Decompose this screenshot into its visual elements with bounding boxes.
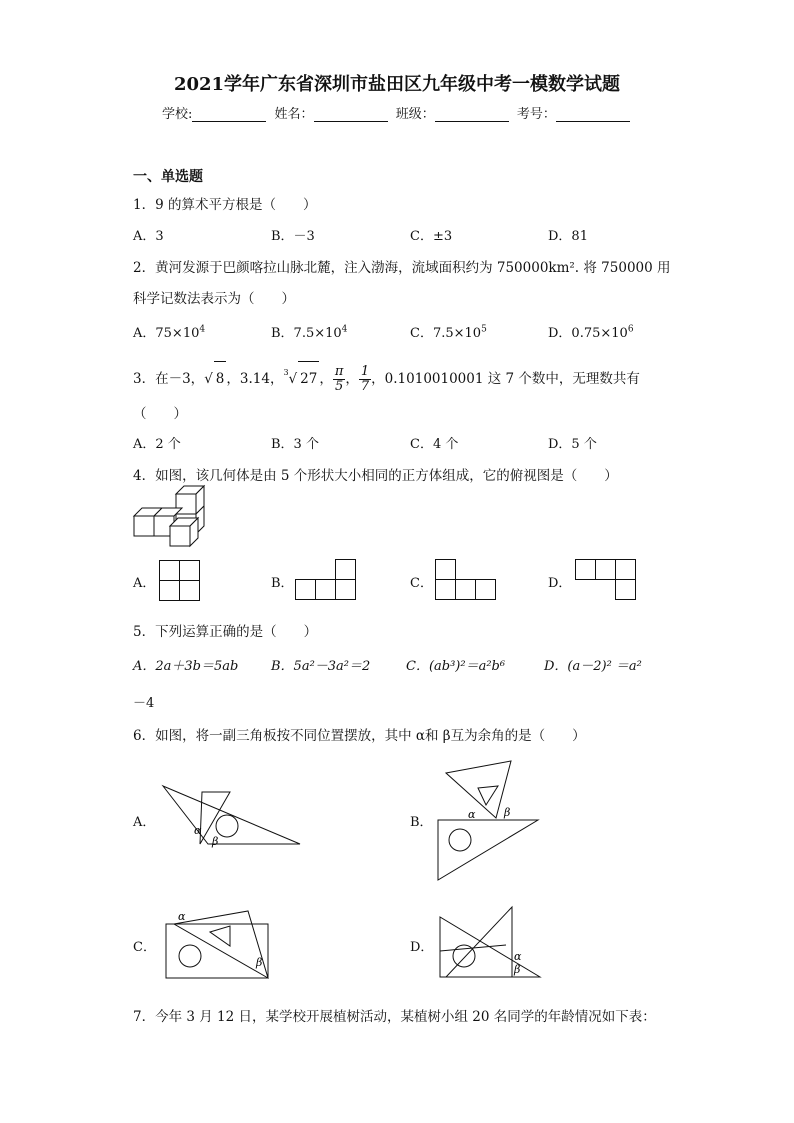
q3-frac-pi (333, 365, 346, 394)
q3-cbrt-index: 3 (283, 368, 289, 377)
q5-option-a[interactable]: A．2a＋3b＝5ab (133, 659, 239, 674)
triangle-hole-d (453, 945, 475, 967)
number-label: 考号： (516, 107, 556, 122)
q3-pre: 3．在－3， (133, 371, 205, 387)
triangle-c1 (174, 911, 268, 978)
q2-stem-line2: 科学记数法表示为（ ） (133, 291, 295, 307)
triangle-c1-hole (210, 926, 230, 946)
triangle-hole-b (449, 829, 471, 851)
q3-paren: （ ） (133, 406, 187, 422)
frac-one-num: 1 (360, 364, 370, 379)
q1-option-b[interactable]: B．－3 (271, 229, 315, 244)
school-blank[interactable] (192, 109, 266, 122)
q4-cube-figure (130, 484, 215, 548)
q2-d-exp: 6 (627, 324, 634, 335)
name-blank[interactable] (314, 109, 388, 122)
q6-b-alpha: α (468, 808, 476, 821)
q3-mid: ，3.14， (226, 371, 284, 387)
q6-c-beta: β (256, 956, 263, 969)
q6-option-a[interactable]: A． (133, 815, 156, 830)
q3-option-c[interactable]: C．4 个 (410, 437, 459, 452)
q6-b-beta: β (504, 806, 511, 819)
q4-option-b[interactable]: B． (271, 576, 294, 591)
triangle-a1 (163, 786, 300, 844)
q3-cbrt27: 27 (298, 361, 319, 396)
q4-option-d-grid[interactable] (575, 559, 637, 601)
q1-stem: 1．9 的算术平方根是（ ） (133, 197, 317, 213)
q2-option-c[interactable] (410, 322, 487, 341)
class-label: 班级： (395, 107, 435, 122)
rect-base-c (166, 924, 268, 978)
q2-c-exp: 5 (481, 324, 487, 335)
triangle-d2 (446, 907, 512, 977)
q6-d-beta: β (514, 963, 521, 976)
q6-option-c[interactable]: C． (133, 940, 156, 955)
q2-a-base: A．75×10 (133, 326, 200, 341)
q2-option-a[interactable] (133, 322, 205, 341)
q4-stem: 4．如图，该几何体是由 5 个形状大小相同的正方体组成，它的俯视图是（ ） (133, 468, 618, 484)
frac-pi-den: 5 (334, 379, 344, 394)
q4-option-c-grid[interactable] (435, 559, 497, 601)
q2-c-base: C．7.5×10 (410, 326, 482, 341)
q2-option-b[interactable] (271, 322, 347, 341)
q6-a-beta: β (212, 835, 219, 848)
q1-option-c[interactable]: C．±3 (410, 229, 453, 244)
q6-stem: 6．如图，将一副三角板按不同位置摆放，其中 α和 β互为余角的是（ ） (133, 728, 586, 744)
triangle-b2 (438, 820, 538, 880)
q6-option-d[interactable]: D． (410, 940, 434, 955)
q4-option-a[interactable]: A． (133, 576, 156, 591)
cube-left1-front (134, 516, 154, 536)
q2-option-d[interactable] (548, 322, 634, 341)
q5-option-c[interactable]: C．(ab³)²＝a²b⁶ (406, 659, 506, 674)
q3-option-a[interactable]: A．2 个 (133, 437, 181, 452)
q2-b-base: B．7.5×10 (271, 326, 342, 341)
triangle-hole-c (179, 945, 201, 967)
page-title: 2021学年广东省深圳市盐田区九年级中考一模数学试题 (173, 74, 621, 95)
frac-one-den: 7 (360, 379, 370, 394)
q2-a-exp: 4 (199, 324, 206, 335)
q5-option-b[interactable]: B．5a²－3a²＝2 (271, 659, 371, 674)
number-blank[interactable] (556, 109, 630, 122)
q3-sep2: ， (345, 371, 359, 387)
q4-option-b-grid[interactable] (295, 559, 357, 601)
q4-option-c[interactable]: C． (410, 576, 433, 591)
class-blank[interactable] (435, 109, 509, 122)
name-label: 姓名： (274, 107, 314, 122)
q1-option-a[interactable]: A．3 (133, 229, 164, 244)
q3-frac-one-seventh (359, 365, 371, 394)
frac-pi-num: π (334, 364, 344, 379)
q2-stem-line1: 2．黄河发源于巴颜喀拉山脉北麓，注入渤海，流域面积约为 750000km². 将 750000 用 (133, 260, 671, 276)
cube-front-front (170, 526, 190, 546)
q7-stem: 7．今年 3 月 12 日，某学校开展植树活动，某植树小组 20 名同学的年龄情况如下表： (133, 1009, 656, 1025)
q3-sep1: ， (319, 371, 333, 387)
q5-option-d[interactable]: D．(a－2)² ＝a² (544, 659, 642, 674)
q3-sqrt8: 8 (214, 361, 227, 396)
triangle-b1-hole (478, 786, 498, 805)
triangle-hole-a (216, 815, 238, 837)
q3-stem (133, 356, 640, 394)
q3-post: ，0.1010010001 这 7 个数中，无理数共有 (371, 371, 640, 387)
q1-option-d[interactable]: D．81 (548, 229, 588, 244)
q3-option-d[interactable]: D．5 个 (548, 437, 597, 452)
q6-a-alpha: α (194, 824, 202, 837)
student-info-line (162, 103, 634, 122)
q6-option-b-figure[interactable] (436, 758, 541, 883)
q4-option-a-grid[interactable] (159, 560, 201, 601)
q5-stem: 5．下列运算正确的是（ ） (133, 624, 318, 640)
q4-option-d[interactable]: D． (548, 576, 572, 591)
q2-b-exp: 4 (341, 324, 348, 335)
cbrt-sign: √ (288, 371, 298, 387)
q6-option-c-figure[interactable] (164, 908, 274, 980)
section-heading: 一、单选题 (133, 169, 203, 185)
q3-option-b[interactable]: B．3 个 (271, 437, 319, 452)
q5-option-d-continued: －4 (133, 696, 155, 711)
q6-option-b[interactable]: B． (410, 815, 433, 830)
sqrt-sign: √ (204, 371, 213, 387)
q2-d-base: D．0.75×10 (548, 326, 628, 341)
q6-c-alpha: α (178, 910, 186, 923)
school-label: 学校: (162, 107, 193, 122)
q6-d-alpha: α (514, 950, 522, 963)
q6-option-d-figure[interactable] (436, 905, 546, 980)
q6-option-a-figure[interactable] (150, 780, 305, 850)
